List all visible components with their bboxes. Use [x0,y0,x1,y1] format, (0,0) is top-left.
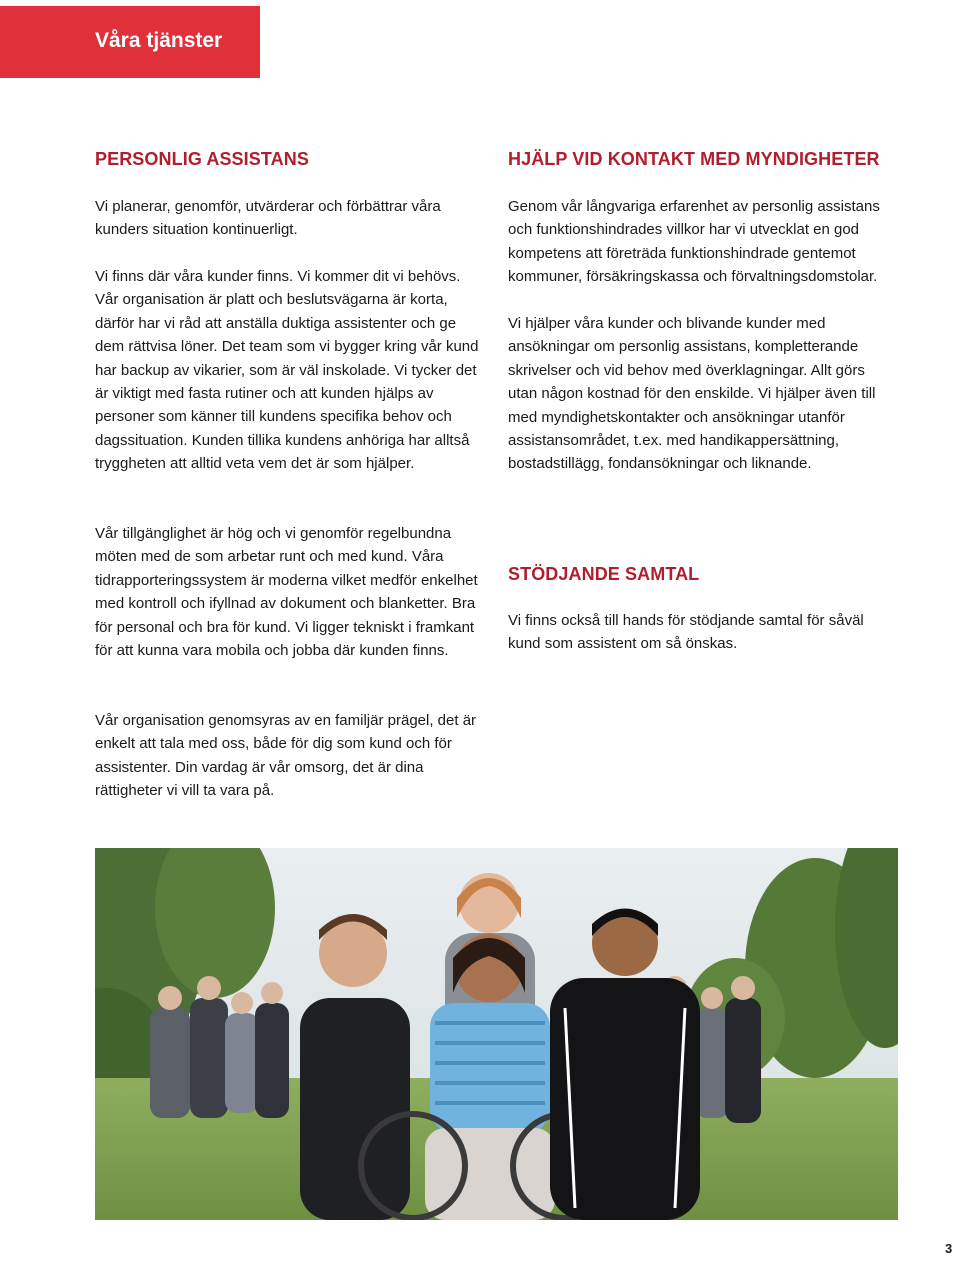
paragraph [95,195,480,242]
paragraph [508,609,893,656]
section-heading: HJÄLP VID KONTAKT MED MYNDIGHETER [508,149,880,169]
paragraph-text: Vi hjälper våra kunder och blivande kunder med ansökningar om personlig assistans, kompletterande skrivelser och vid behov med överklagningar. Allt görs utan någon kostnad för den enskilde. Vi hjälper även till med myndighetskontakter och ansökningar utanför assistansområdet, t.ex. med handikappersättning, bostadstillägg, fondansökningar och liknande. [508,315,876,473]
section-personlig-assistans [95,148,480,170]
group-photo [95,848,898,1220]
paragraph [95,265,480,476]
section-myndigheter [508,148,893,170]
paragraph-text: Vi finns också till hands för stödjande samtal för såväl kund som assistent om så önskas. [508,612,864,653]
paragraph [95,709,480,803]
paragraph-text: Vi finns där våra kunder finns. Vi kommer dit vi behövs. Vår organisation är platt och beslutsvägarna är korta, därför har vi råd att anställa duktiga assistenter och ge dem rättvisa löner. Det team som vi bygger kring vår kund har backup av vikarier, som är väl inskolade. Vi tycker det är viktigt med fasta rutiner och att kunden hjälps av personer som känner till kundens specifika behov och dagssituation. Kunden tillika kundens anhöriga har alltså tryggheten att alltid veta vem det är som hjälper. [95,268,479,473]
section-heading: PERSONLIG ASSISTANS [95,149,309,169]
section-heading: STÖDJANDE SAMTAL [508,564,700,584]
paragraph [95,522,480,662]
paragraph-text: Vi planerar, genomför, utvärderar och förbättrar våra kunders situation kontinuerligt. [95,198,441,239]
paragraph-text: Vår tillgänglighet är hög och vi genomför regelbundna möten med de som arbetar runt och med kund. Våra tidrapporteringssystem är moderna vilket medför enkelhet med kontroll och ifyllnad av dokument och blanketter. Bra för personal och bra för kund. Vi ligger tekniskt i framkant för att kunna vara mobila och jobba där kunden finns. [95,525,478,660]
page-number: 3 [945,1241,953,1256]
paragraph-text: Vår organisation genomsyras av en familjär prägel, det är enkelt att tala med oss, både för dig som kund och för assistenter. Din vardag är vår omsorg, det är dina rättigheter vi vill ta vara på. [95,712,477,800]
paragraph-text: Genom vår långvariga erfarenhet av personlig assistans och funktionshindrades villkor har vi utvecklat en god kompetens att företräda funktionshindrade gentemot kommuner, försäkringskassa och förvaltningsdomstolar. [508,198,880,286]
section-stodjande-samtal [508,563,893,585]
paragraph [508,195,893,289]
paragraph [508,312,893,476]
page-title: Våra tjänster [95,29,223,52]
